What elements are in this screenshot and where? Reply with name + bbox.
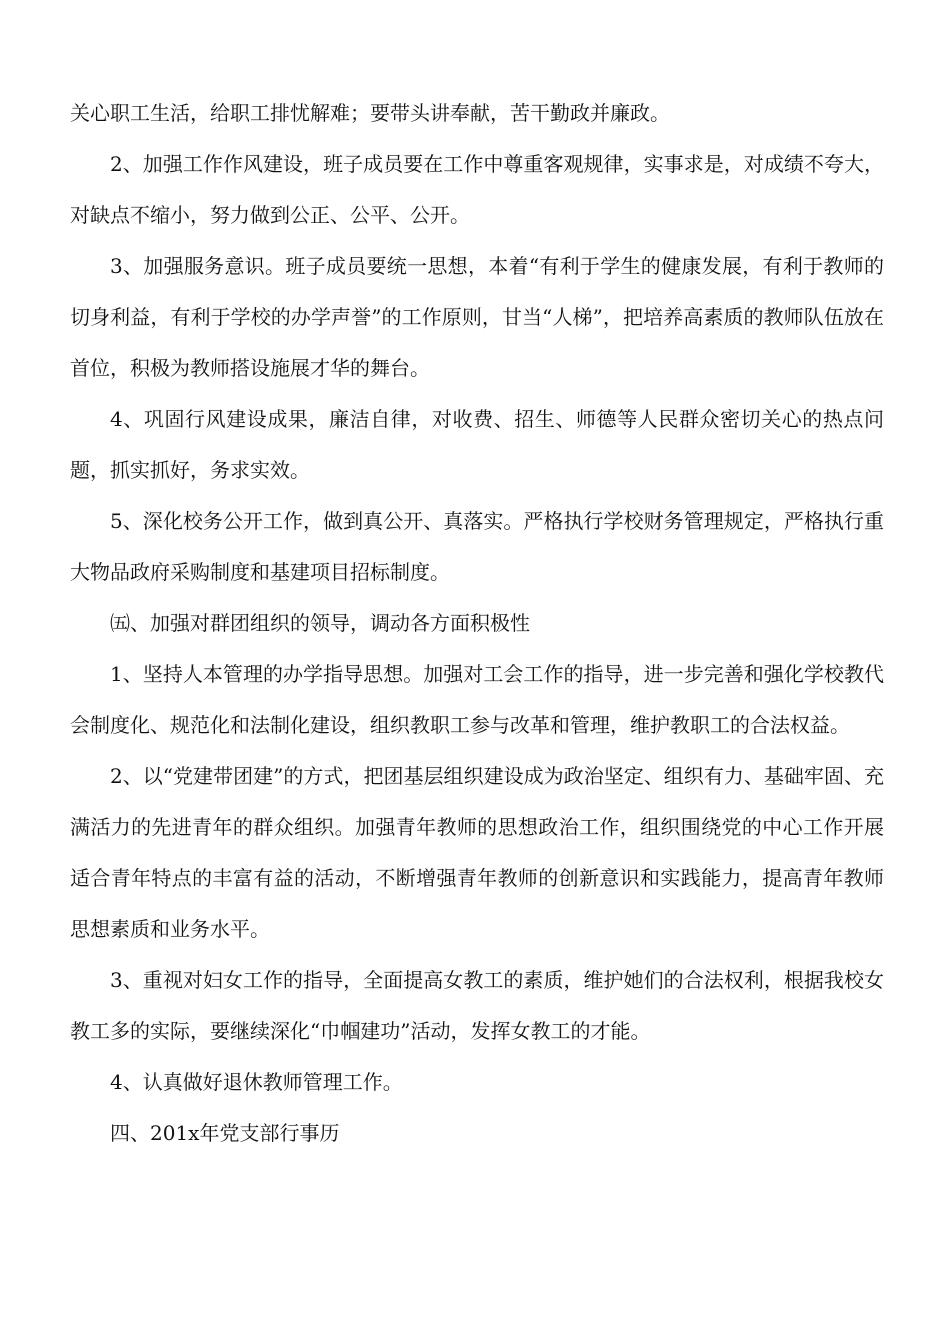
paragraph-9: 4、认真做好退休教师管理工作。 (110, 1070, 403, 1094)
paragraph-1: 关心职工生活，给职工排忧解难；要带头讲奉献，苦干勤政并廉政。 (70, 101, 670, 125)
document-body (70, 88, 884, 1159)
paragraph-3: 3、加强服务意识。班子成员要统一思想，本着“有利于学生的健康发展，有利于教师的切身利益，有利于学校的办学声誉”的工作原则，甘当“人梯”，把培养高素质的教师队伍放在首位，积极为教师搭设施展才华的舞台。 (70, 254, 884, 380)
paragraph-8: 3、重视对妇女工作的指导，全面提高女教工的素质，维护她们的合法权利，根据我校女教工多的实际，要继续深化“巾帼建功”活动，发挥女教工的才能。 (70, 968, 884, 1043)
paragraph-5: 5、深化校务公开工作，做到真公开、真落实。严格执行学校财务管理规定，严格执行重大物品政府采购制度和基建项目招标制度。 (70, 509, 884, 584)
paragraph-6: 1、坚持人本管理的办学指导思想。加强对工会工作的指导，进一步完善和强化学校教代会制度化、规范化和法制化建设，组织教职工参与改革和管理，维护教职工的合法权益。 (70, 662, 884, 737)
section-heading-5: ㈤、加强对群团组织的领导，调动各方面积极性 (110, 611, 530, 635)
paragraph-7: 2、以“党建带团建”的方式，把团基层组织建设成为政治坚定、组织有力、基础牢固、充满活力的先进青年的群众组织。加强青年教师的思想政治工作，组织围绕党的中心工作开展适合青年特点的丰富有益的活动，不断增强青年教师的创新意识和实践能力，提高青年教师思想素质和业务水平。 (70, 764, 884, 941)
section-heading-4: 四、201x年党支部行事历 (110, 1121, 340, 1145)
paragraph-2: 2、加强工作作风建设，班子成员要在工作中尊重客观规律，实事求是，对成绩不夸大，对缺点不缩小，努力做到公正、公平、公开。 (70, 152, 884, 227)
paragraph-4: 4、巩固行风建设成果，廉洁自律，对收费、招生、师德等人民群众密切关心的热点问题，抓实抓好，务求实效。 (70, 407, 884, 482)
